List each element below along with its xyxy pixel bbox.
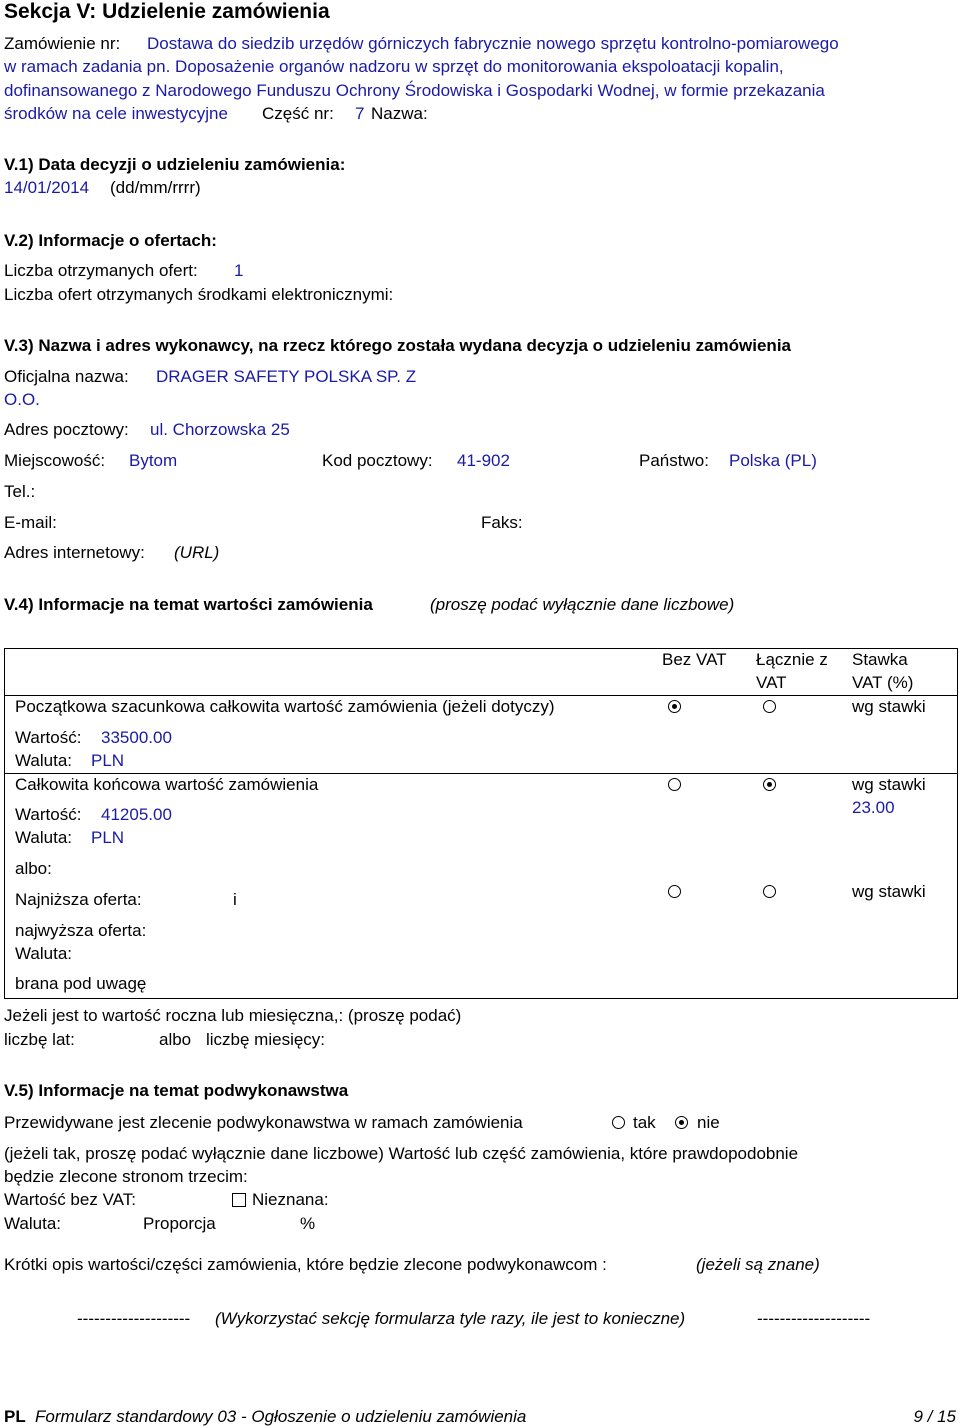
considered-label: brana pod uwagę (15, 974, 147, 993)
initial-value-label: Początkowa szacunkowa całkowita wartość zamówienia (jeżeli dotyczy) (15, 697, 555, 716)
final-rate-value: 23.00 (852, 798, 895, 817)
subcontracting-yes-label: tak (633, 1113, 656, 1132)
initial-rate: wg stawki (852, 697, 926, 716)
final-amount-label: Wartość: (15, 805, 82, 824)
column-total-header-line-2: VAT (756, 673, 787, 692)
v2-heading: V.2) Informacje o ofertach: (4, 231, 217, 250)
range-currency-label: Waluta: (15, 944, 73, 963)
final-currency-label: Waluta: (15, 828, 73, 847)
or-label: albo: (15, 859, 52, 878)
fax-label: Faks: (481, 513, 523, 532)
range-rate: wg stawki (852, 882, 926, 901)
column-rate-header-line-1: Stawka (852, 650, 908, 669)
percent-sign: % (300, 1214, 316, 1233)
or-label-2: albo (159, 1030, 192, 1049)
subcontracting-note-line-2: będzie zlecone stronom trzecim: (4, 1167, 248, 1186)
email-label: E-mail: (4, 513, 57, 532)
v4-heading: V.4) Informacje na temat wartości zamówienia (4, 595, 373, 614)
offers-electronic-label: Liczba ofert otrzymanych środkami elektronicznymi: (4, 285, 394, 304)
column-rate-header-line-2: VAT (%) (852, 673, 914, 692)
footer-form-name: Formularz standardowy 03 - Ogłoszenie o udzieleniu zamówienia (35, 1407, 527, 1426)
web-address-hint: (URL) (174, 543, 220, 562)
footer-page-number: 9 / 15 (913, 1407, 956, 1426)
range-total-radio[interactable] (763, 885, 776, 898)
section-title: Sekcja V: Udzielenie zamówienia (4, 0, 330, 23)
initial-total-radio[interactable] (763, 700, 776, 713)
final-amount-value: 41205.00 (101, 805, 172, 824)
postal-code-label: Kod pocztowy: (322, 451, 433, 470)
order-line-1: Dostawa do siedzib urzędów górniczych fabrycznie nowego sprzętu kontrolno-pomiarowego (147, 34, 839, 53)
subcontracting-description-hint: (jeżeli są znane) (696, 1255, 820, 1274)
tel-label: Tel.: (4, 482, 36, 501)
proportion-label: Proporcja (143, 1214, 216, 1233)
range-no-vat-radio[interactable] (668, 885, 681, 898)
highest-offer-label: najwyższa oferta: (15, 921, 147, 940)
order-line-3: dofinansowanego z Narodowego Funduszu Ochrony Środowiska i Gospodarki Wodnej, w formie przekazania (4, 81, 825, 100)
subcontracting-currency-label: Waluta: (4, 1214, 62, 1233)
repeat-note-text: (Wykorzystać sekcję formularza tyle razy, ile jest to konieczne) (215, 1309, 686, 1328)
final-no-vat-radio[interactable] (668, 778, 681, 791)
subcontracting-note-line-1: (jeżeli tak, proszę podać wyłącznie dane liczbowe) Wartość lub część zamówienia, które prawdopodobnie (4, 1144, 799, 1163)
years-label: liczbę lat: (4, 1030, 75, 1049)
initial-amount-value: 33500.00 (101, 728, 172, 747)
official-name-label: Oficjalna nazwa: (4, 367, 129, 386)
value-without-vat-label: Wartość bez VAT: (4, 1190, 136, 1209)
order-line-4: środków na cele inwestycyjne (4, 104, 228, 123)
initial-amount-label: Wartość: (15, 728, 82, 747)
final-rate: wg stawki (852, 775, 926, 794)
unknown-checkbox[interactable] (232, 1193, 246, 1207)
web-address-label: Adres internetowy: (4, 543, 145, 562)
lowest-offer-label: Najniższa oferta: (15, 890, 142, 909)
v5-heading: V.5) Informacje na temat podwykonawstwa (4, 1081, 349, 1100)
name-label: Nazwa: (371, 104, 428, 123)
order-label: Zamówienie nr: (4, 34, 121, 53)
part-value: 7 (355, 104, 365, 123)
subcontracting-planned-label: Przewidywane jest zlecenie podwykonawstwa w ramach zamówienia (4, 1113, 523, 1132)
v4-heading-hint: (proszę podać wyłącznie dane liczbowe) (430, 595, 735, 614)
offers-received-label: Liczba otrzymanych ofert: (4, 261, 198, 280)
date-format: (dd/mm/rrrr) (110, 178, 201, 197)
annual-value-note: Jeżeli jest to wartość roczna lub miesięczna,: (proszę podać) (4, 1006, 462, 1025)
subcontracting-no-radio[interactable] (675, 1116, 688, 1129)
column-no-vat-header: Bez VAT (662, 650, 727, 669)
column-total-header-line-1: Łącznie z (756, 650, 828, 669)
city-label: Miejscowość: (4, 451, 106, 470)
v1-heading: V.1) Data decyzji o udzieleniu zamówienia: (4, 155, 346, 174)
initial-currency-value: PLN (91, 751, 125, 770)
final-currency-value: PLN (91, 828, 125, 847)
unknown-label: Nieznana: (252, 1190, 329, 1209)
official-name-line-1: DRAGER SAFETY POLSKA SP. Z (156, 367, 417, 386)
repeat-note-dashes-right: -------------------- (757, 1309, 871, 1328)
months-label: liczbę miesięcy: (206, 1030, 326, 1049)
part-label: Część nr: (262, 104, 334, 123)
subcontracting-description-label: Krótki opis wartości/części zamówienia, które będzie zlecone podwykonawcom : (4, 1255, 607, 1274)
and-label: i (233, 890, 237, 909)
v3-heading: V.3) Nazwa i adres wykonawcy, na rzecz którego została wydana decyzja o udzieleniu zamówienia (4, 336, 791, 355)
country-label: Państwo: (639, 451, 709, 470)
postal-code-value: 41-902 (457, 451, 510, 470)
subcontracting-no-label: nie (697, 1113, 720, 1132)
official-name-line-2: O.O. (4, 390, 40, 409)
initial-no-vat-radio[interactable] (668, 700, 681, 713)
address-label: Adres pocztowy: (4, 420, 129, 439)
decision-date: 14/01/2014 (4, 178, 90, 197)
initial-currency-label: Waluta: (15, 751, 73, 770)
footer-language: PL (4, 1407, 26, 1426)
order-line-2: w ramach zadania pn. Doposażenie organów nadzoru w sprzęt do monitorowania ekspoloatacji kopalin, (4, 57, 784, 76)
subcontracting-yes-radio[interactable] (612, 1116, 625, 1129)
offers-received-value: 1 (234, 261, 244, 280)
country-value: Polska (PL) (729, 451, 817, 470)
repeat-note-dashes-left: -------------------- (77, 1309, 191, 1328)
city-value: Bytom (129, 451, 178, 470)
final-total-radio[interactable] (763, 778, 776, 791)
final-value-label: Całkowita końcowa wartość zamówienia (15, 775, 319, 794)
address-value: ul. Chorzowska 25 (150, 420, 290, 439)
